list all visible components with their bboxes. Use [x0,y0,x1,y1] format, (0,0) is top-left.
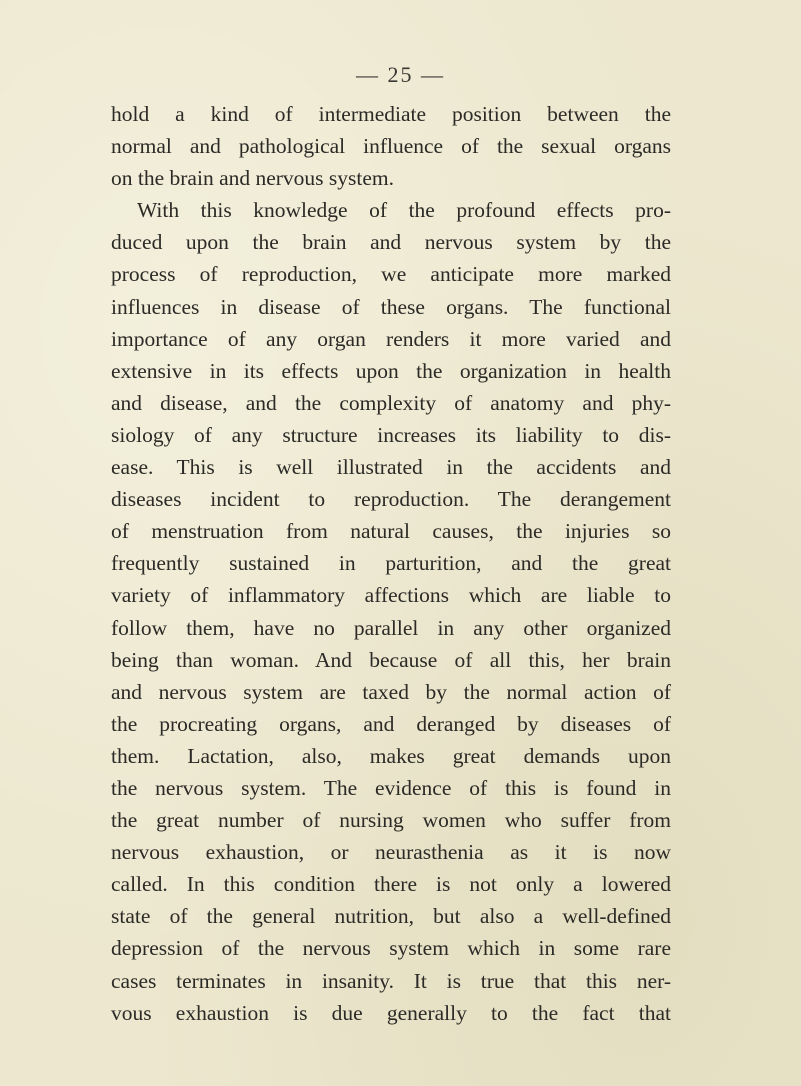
text-line: frequently sustained in parturition, and the great [111,551,671,576]
text-line: follow them, have no parallel in any other organized [111,615,671,640]
text-line: hold a kind of intermediate position between the [111,102,671,126]
text-line: depression of the nervous system which in some rare [111,936,671,961]
text-line: vous exhaustion is due generally to the fact that [111,1000,671,1025]
text-line: being than woman. And because of all this, her brain [111,647,671,672]
text-line: called. In this condition there is not only a lowered [111,872,671,897]
text-line: process of reproduction, we anticipate more marked [111,262,671,287]
text-line: nervous exhaustion, or neurasthenia as it is now [111,840,671,865]
text-line: siology of any structure increases its liability to dis- [111,422,671,447]
page-number: — 25 — [356,62,445,87]
text-line: and disease, and the complexity of anatomy and phy- [111,390,671,415]
text-line: cases terminates in insanity. It is true that this ner- [111,968,671,993]
text-line: of menstruation from natural causes, the injuries so [111,519,671,544]
text-line: importance of any organ renders it more varied and [111,326,671,351]
text-line: duced upon the brain and nervous system by the [111,230,671,255]
text-line: ease. This is well illustrated in the accidents and [111,455,671,480]
text-line: normal and pathological influence of the sexual organs [111,134,671,159]
text-line: them. Lactation, also, makes great demands upon [111,743,671,768]
text-line: the great number of nursing women who suffer from [111,808,671,833]
text-line: state of the general nutrition, but also a well-defined [111,904,671,929]
text-line: the procreating organs, and deranged by diseases of [111,711,671,736]
text-line: influences in disease of these organs. The functional [111,294,671,319]
text-line: With this knowledge of the profound effects pro- [137,198,671,223]
text-line: and nervous system are taxed by the normal action of [111,679,671,704]
text-line: diseases incident to reproduction. The derangement [111,487,671,512]
text-line: on the brain and nervous system. [111,166,395,191]
body-text [111,98,671,1029]
text-line: extensive in its effects upon the organization in health [111,358,671,383]
text-line: the nervous system. The evidence of this is found in [111,775,671,800]
text-line: variety of inflammatory affections which are liable to [111,583,671,608]
